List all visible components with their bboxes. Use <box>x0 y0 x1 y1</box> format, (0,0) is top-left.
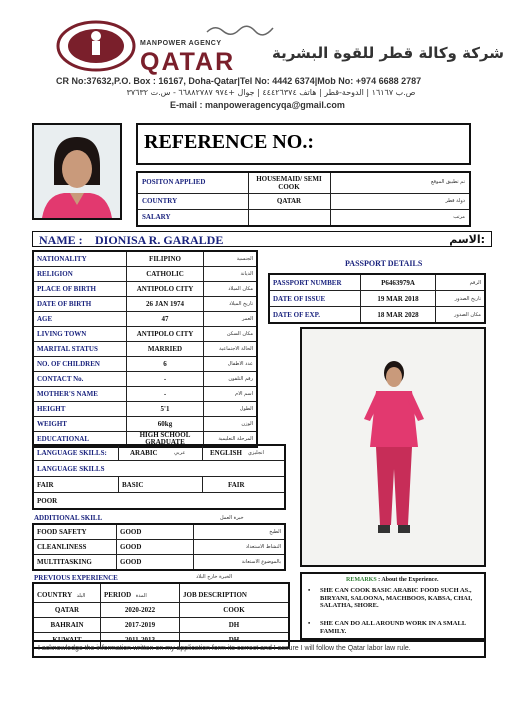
personal-label-ar: العمر <box>204 312 258 327</box>
passport-table <box>268 273 486 324</box>
personal-label-ar: تاريخ الميلاد <box>204 297 258 312</box>
previous-experience-label: PREVIOUS EXPERIENCE <box>34 574 118 582</box>
personal-value: 60kg <box>127 417 204 432</box>
personal-row <box>33 251 257 267</box>
experience-header-period-ar: المدة <box>135 593 147 599</box>
personal-label-ar: الجنسية <box>204 251 258 267</box>
passport-row <box>269 307 485 324</box>
remarks-subtitle: : About the Experience. <box>378 577 439 583</box>
personal-row <box>33 387 257 402</box>
experience-header-job: JOB DESCRIPTION <box>183 591 247 599</box>
english-level: FAIR <box>228 481 245 489</box>
country-label: COUNTRY <box>142 197 178 205</box>
applicant-full-body-photo <box>300 327 486 567</box>
remarks-item: • SHE CAN COOK BASIC ARABIC FOOD SUCH AS., BIRYANI, SALOONA, MACHBOOS, KABSA, CHAI, SALATHA, SHORE. <box>308 587 480 610</box>
skill-value: GOOD <box>117 524 194 540</box>
contact-line-ar: ص.ب ١٦١٦٧ | الدوحة-قطر | هاتف ٤٤٤٢٦٣٧٤ | جوال +٩٧٤ ٦٦٨٨٢٧٨٧ - س.ت ٣٧٦٣٢ <box>126 88 416 97</box>
agency-name-en: MANPOWER AGENCY <box>140 40 222 47</box>
passport-value: 18 MAR 2028 <box>361 307 436 324</box>
experience-country: KUWAIT <box>33 633 101 649</box>
arabic-label-ar: عربي <box>174 450 186 456</box>
position-applied-ar: تم تطبيق الموقع <box>430 179 465 185</box>
language-skills-box <box>32 444 286 510</box>
name-ar: الاسم: <box>449 233 485 246</box>
personal-label-ar: المرحلة التعليمية <box>204 432 258 448</box>
personal-row <box>33 342 257 357</box>
personal-value: - <box>127 387 204 402</box>
personal-row <box>33 282 257 297</box>
experience-header-country-ar: البلد <box>76 593 86 599</box>
personal-value: 47 <box>127 312 204 327</box>
passport-value: 19 MAR 2018 <box>361 291 436 307</box>
fair-label: FAIR <box>37 481 54 489</box>
personal-value: HIGH SCHOOL GRADUATE <box>127 432 204 448</box>
experience-row <box>33 618 289 633</box>
experience-job: DH <box>180 618 290 633</box>
personal-label-ar: الحالة الاجتماعية <box>204 342 258 357</box>
personal-row <box>33 402 257 417</box>
personal-label: HEIGHT <box>33 402 127 417</box>
skill-label: FOOD SAFETY <box>33 524 117 540</box>
remarks-item: • SHE CAN DO ALL AROUND WORK IN A SMALL FAMILY. <box>308 620 480 635</box>
email-line: E-mail : manpoweragencyqa@gmail.com <box>170 100 345 110</box>
salary-ar: مرتب <box>453 214 465 220</box>
personal-label: EDUCATIONAL <box>33 432 127 448</box>
experience-period: 2017-2019 <box>101 618 180 633</box>
personal-row <box>33 267 257 282</box>
english-label-ar: انجليزي <box>248 450 264 456</box>
personal-label: LIVING TOWN <box>33 327 127 342</box>
remarks-box <box>300 572 486 640</box>
skill-label-ar: الطبخ <box>194 524 286 540</box>
skill-row <box>33 540 285 555</box>
additional-skill-ar: خبرة العمل <box>220 515 244 521</box>
personal-details-table <box>32 250 258 448</box>
passport-label-ar: تاريخ الصدور <box>436 291 486 307</box>
additional-skill-table <box>32 523 286 571</box>
personal-label-ar: اسم الام <box>204 387 258 402</box>
personal-label-ar: عدد الاطفال <box>204 357 258 372</box>
experience-row <box>33 603 289 618</box>
skill-value: GOOD <box>117 555 194 571</box>
passport-label: DATE OF EXP. <box>269 307 361 324</box>
personal-value: CATHOLIC <box>127 267 204 282</box>
personal-label: RELIGION <box>33 267 127 282</box>
experience-period: 2020-2022 <box>101 603 180 618</box>
personal-label: CONTACT No. <box>33 372 127 387</box>
personal-label: DATE OF BIRTH <box>33 297 127 312</box>
personal-row <box>33 297 257 312</box>
skill-row <box>33 555 285 571</box>
personal-label: MOTHER'S NAME <box>33 387 127 402</box>
contact-line: CR No:37632,P.O. Box : 16167, Doha-Qatar|Tel No: 4442 6374|Mob No: +974 6688 2787 <box>56 76 422 86</box>
salary-label: SALARY <box>142 213 171 221</box>
name-label: NAME : <box>39 233 83 247</box>
skill-row <box>33 524 285 540</box>
skill-label-ar: النشاط الاستعداد <box>194 540 286 555</box>
personal-label: NATIONALITY <box>33 251 127 267</box>
language-skills-label: LANGUAGE SKILLS: <box>37 449 107 457</box>
personal-row <box>33 357 257 372</box>
poor-label: POOR <box>37 497 58 505</box>
experience-period: 2011-2013 <box>101 633 180 649</box>
agency-logo <box>56 20 138 72</box>
personal-value: 5'1 <box>127 402 204 417</box>
passport-value: P6463979A <box>361 274 436 291</box>
passport-title: PASSPORT DETAILS <box>345 259 423 268</box>
personal-label-ar: مكان الميلاد <box>204 282 258 297</box>
experience-job: COOK <box>180 603 290 618</box>
name-value: DIONISA R. GARALDE <box>95 233 224 247</box>
personal-label-ar: مكان السكن <box>204 327 258 342</box>
personal-label-ar: الديانة <box>204 267 258 282</box>
acknowledgement-footer <box>32 640 486 658</box>
reference-box <box>136 123 471 165</box>
passport-label-ar: الرقم <box>436 274 486 291</box>
experience-header-country: COUNTRY <box>37 591 73 599</box>
personal-value: ANTIPOLO CITY <box>127 282 204 297</box>
agency-calligraphy <box>205 22 275 36</box>
agency-name-ar: شركة وكالة قطر للقوة البشرية <box>272 44 504 62</box>
language-skills-sub-label: LANGUAGE SKILLS <box>37 465 105 473</box>
applicant-portrait <box>32 123 122 220</box>
personal-row <box>33 372 257 387</box>
previous-experience-ar: الخبرة خارج البلاد <box>196 574 233 580</box>
personal-label-ar: رقم التلفون <box>204 372 258 387</box>
passport-label: DATE OF ISSUE <box>269 291 361 307</box>
personal-label: NO. OF CHILDREN <box>33 357 127 372</box>
personal-value: - <box>127 372 204 387</box>
country-ar: دولة قطر <box>445 198 465 204</box>
agency-brand: QATAR <box>140 48 236 76</box>
skill-value: GOOD <box>117 540 194 555</box>
personal-row <box>33 417 257 432</box>
personal-label: WEIGHT <box>33 417 127 432</box>
passport-row <box>269 274 485 291</box>
remarks-item-text: SHE CAN DO ALL AROUND WORK IN A SMALL FAMILY. <box>320 620 466 635</box>
experience-job: DH <box>180 633 290 649</box>
position-applied-label: POSITON APPLIED <box>142 178 206 186</box>
position-applied-value: HOUSEMAID/ SEMI COOK <box>256 175 322 191</box>
personal-row <box>33 312 257 327</box>
additional-skill-label: ADDITIONAL SKILL <box>34 514 103 522</box>
personal-value: FILIPINO <box>127 251 204 267</box>
personal-value: MARRIED <box>127 342 204 357</box>
personal-label: MARITAL STATUS <box>33 342 127 357</box>
skill-label-ar: بالموضوع الاستعانة <box>194 555 286 571</box>
personal-value: ANTIPOLO CITY <box>127 327 204 342</box>
personal-row <box>33 327 257 342</box>
arabic-label: ARABIC <box>130 449 158 457</box>
passport-label: PASSPORT NUMBER <box>269 274 361 291</box>
passport-row <box>269 291 485 307</box>
passport-label-ar: مكان الصدور <box>436 307 486 324</box>
acknowledgement-text: I acknowledge the information written on my application form its correct and I assure I will follow the Qatar labor law rule. <box>38 645 411 652</box>
position-table <box>136 171 471 227</box>
name-bar <box>32 231 492 247</box>
skill-label: CLEANLINESS <box>33 540 117 555</box>
personal-label: AGE <box>33 312 127 327</box>
personal-value: 26 JAN 1974 <box>127 297 204 312</box>
remarks-item-text: SHE CAN COOK BASIC ARABIC FOOD SUCH AS., BIRYANI, SALOONA, MACHBOOS, KABSA, CHAI, SALATHA, SHORE. <box>320 587 473 609</box>
remarks-title: REMARKS <box>346 577 377 583</box>
experience-table <box>32 582 290 649</box>
skill-label: MULTITASKING <box>33 555 117 571</box>
experience-country: QATAR <box>33 603 101 618</box>
reference-title: REFERENCE NO.: <box>144 131 315 153</box>
personal-label-ar: الوزن <box>204 417 258 432</box>
personal-value: 6 <box>127 357 204 372</box>
personal-label-ar: الطول <box>204 402 258 417</box>
experience-header-period: PERIOD <box>104 591 132 599</box>
experience-country: BAHRAIN <box>33 618 101 633</box>
country-value: QATAR <box>276 197 302 205</box>
personal-label: PLACE OF BIRTH <box>33 282 127 297</box>
english-label: ENGLISH <box>210 449 242 457</box>
arabic-level: BASIC <box>122 481 144 489</box>
